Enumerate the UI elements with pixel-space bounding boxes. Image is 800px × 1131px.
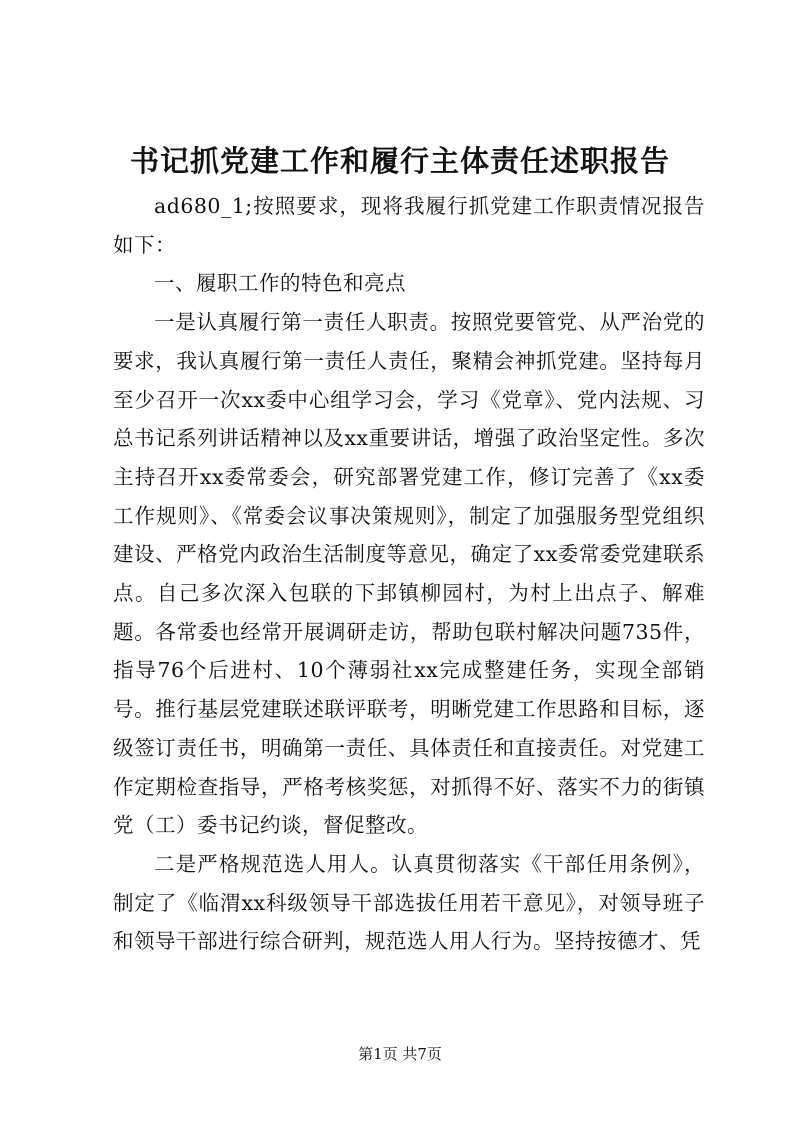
page-footer: 第1页 共7页: [358, 1045, 442, 1063]
document-title: 书记抓党建工作和履行主体责任述职报告: [129, 144, 670, 178]
document-body: [113, 187, 705, 961]
body-paragraph-2: 二是严格规范选人用人。认真贯彻落实《干部任用条例》，制定了《临渭xx科级领导干部选拔任用若干意见》，对领导班子和领导干部进行综合研判，规范选人用人行为。坚持按德才、凭: [113, 851, 705, 954]
intro-paragraph: ad680_1;按照要求，现将我履行抓党建工作职责情况报告如下：: [113, 194, 705, 257]
section-heading: 一、履职工作的特色和亮点: [154, 271, 406, 296]
body-paragraph-1: 一是认真履行第一责任人职责。按照党要管党、从严治党的要求，我认真履行第一责任人责任，聚精会神抓党建。坚持每月至少召开一次xx委中心组学习会，学习《党章》、党内法规、习总书记系列讲话精神以及xx重要讲话，增强了政治坚定性。多次主持召开xx委常委会，研究部署党建工作，修订完善了《xx委工作规则》、《常委会议事决策规则》，制定了加强服务型党组织建设、严格党内政治生活制度等意见，确定了xx委常委党建联系点。自己多次深入包联的下邽镇柳园村，为村上出点子、解难题。各常委也经常开展调研走访，帮助包联村解决问题735件，指导76个后进村、10个薄弱社xx完成整建任务，实现全部销号。推行基层党建联述联评联考，明晰党建工作思路和目标，逐级签订责任书，明确第一责任、具体责任和直接责任。对党建工作定期检查指导，严格考核奖惩，对抓得不好、落实不力的街镇党（工）委书记约谈，督促整改。: [113, 310, 705, 838]
